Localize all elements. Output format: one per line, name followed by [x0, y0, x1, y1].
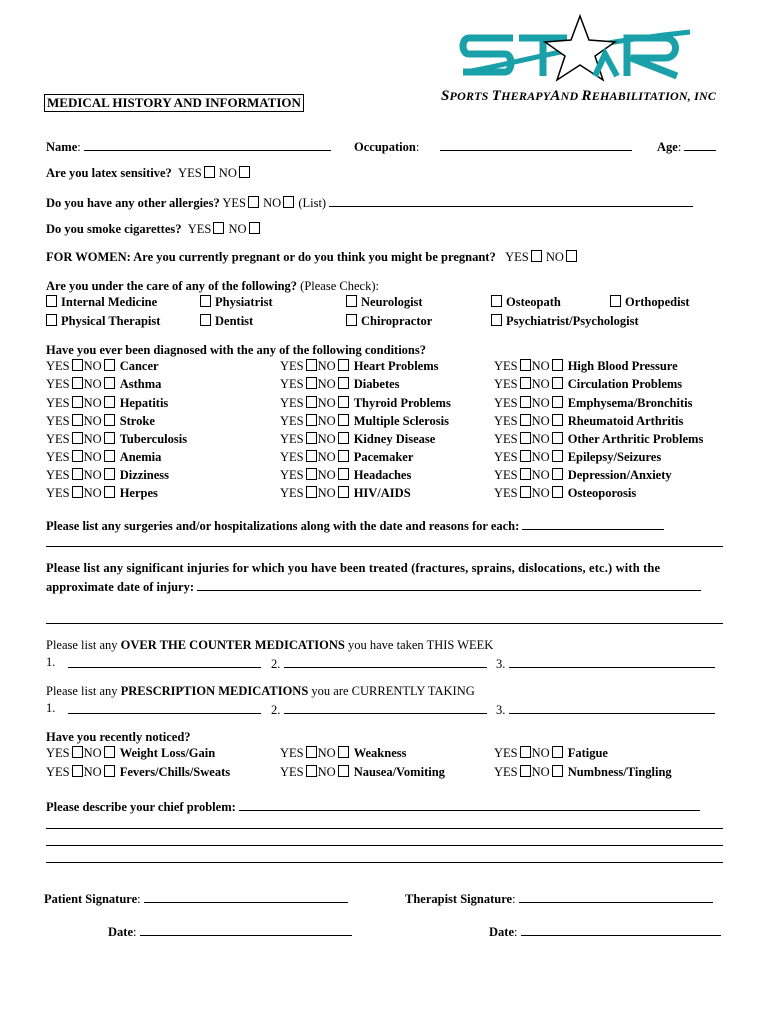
- heart-problems-no-checkbox[interactable]: [338, 359, 349, 371]
- care-physical-therapist-checkbox[interactable]: [46, 314, 57, 326]
- condition-row-pacemaker: YES NO Pacemaker: [280, 450, 414, 464]
- other-arthritic-problems-no-checkbox[interactable]: [552, 432, 563, 444]
- pregnant-yes-checkbox[interactable]: [531, 250, 542, 262]
- high-blood-pressure-no-checkbox[interactable]: [552, 359, 563, 371]
- condition-row-emphysema-bronchitis: YES NO Emphysema/Bronchitis: [494, 396, 693, 410]
- injuries-question-2: approximate date of injury:: [46, 580, 195, 594]
- pregnant-question: FOR WOMEN: Are you currently pregnant or do you think you might be pregnant?: [46, 250, 496, 264]
- age-field[interactable]: [684, 138, 716, 151]
- surgeries-field[interactable]: [522, 517, 664, 530]
- pacemaker-yes-checkbox[interactable]: [306, 450, 317, 462]
- otc-field-1[interactable]: [68, 655, 261, 668]
- latex-yes-checkbox[interactable]: [204, 166, 215, 178]
- care-hint: (Please Check):: [300, 279, 379, 293]
- diabetes-no-checkbox[interactable]: [338, 377, 349, 389]
- condition-label: HIV/AIDS: [353, 486, 411, 500]
- condition-row-fevers-chills-sweats: YES NO Fevers/Chills/Sweats: [46, 765, 231, 779]
- numbness-tingling-no-checkbox[interactable]: [552, 765, 563, 777]
- allergies-list-hint: (List): [298, 196, 327, 210]
- patient-signature-field[interactable]: [144, 890, 348, 903]
- fatigue-no-checkbox[interactable]: [552, 746, 563, 758]
- latex-question: Are you latex sensitive?: [46, 166, 172, 180]
- pregnant-no-checkbox[interactable]: [566, 250, 577, 262]
- star-logo: [455, 14, 700, 86]
- high-blood-pressure-yes-checkbox[interactable]: [520, 359, 531, 371]
- condition-row-multiple-sclerosis: YES NO Multiple Sclerosis: [280, 414, 449, 428]
- depression-anxiety-no-checkbox[interactable]: [552, 468, 563, 480]
- asthma-yes-checkbox[interactable]: [72, 377, 83, 389]
- anemia-no-checkbox[interactable]: [104, 450, 115, 462]
- condition-row-fatigue: YES NO Fatigue: [494, 746, 608, 760]
- chief-problem-line-3[interactable]: [46, 845, 723, 846]
- anemia-yes-checkbox[interactable]: [72, 450, 83, 462]
- herpes-no-checkbox[interactable]: [104, 486, 115, 498]
- smoke-question: Do you smoke cigarettes?: [46, 222, 182, 236]
- epilepsy-seizures-yes-checkbox[interactable]: [520, 450, 531, 462]
- conditions-question: Have you ever been diagnosed with the any of the following conditions?: [46, 343, 426, 357]
- care-orthopedist-checkbox[interactable]: [610, 295, 621, 307]
- otc-question: Please list any OVER THE COUNTER MEDICATIONS you have taken THIS WEEK: [46, 638, 494, 652]
- condition-label: Weight Loss/Gain: [119, 746, 216, 760]
- condition-row-asthma: YES NO Asthma: [46, 377, 162, 391]
- kidney-disease-yes-checkbox[interactable]: [306, 432, 317, 444]
- rx-field-1[interactable]: [68, 701, 261, 714]
- rx-field-3[interactable]: [509, 701, 715, 714]
- therapist-signature-field[interactable]: [519, 890, 713, 903]
- condition-label: Heart Problems: [353, 359, 439, 373]
- condition-label: Headaches: [353, 468, 412, 482]
- smoke-yes-checkbox[interactable]: [213, 222, 224, 234]
- care-osteopath-checkbox[interactable]: [491, 295, 502, 307]
- care-neurologist-checkbox[interactable]: [346, 295, 357, 307]
- injuries-field[interactable]: [197, 578, 701, 591]
- stroke-no-checkbox[interactable]: [104, 414, 115, 426]
- condition-row-hiv-aids: YES NO HIV/AIDS: [280, 486, 411, 500]
- condition-row-herpes: YES NO Herpes: [46, 486, 158, 500]
- condition-label: Nausea/Vomiting: [353, 765, 445, 779]
- hiv-aids-no-checkbox[interactable]: [338, 486, 349, 498]
- condition-label: Cancer: [119, 359, 159, 373]
- chief-problem-question: Please describe your chief problem:: [46, 800, 236, 814]
- allergies-yes-checkbox[interactable]: [248, 196, 259, 208]
- rheumatoid-arthritis-no-checkbox[interactable]: [552, 414, 563, 426]
- surgeries-line[interactable]: [46, 546, 723, 547]
- headaches-yes-checkbox[interactable]: [306, 468, 317, 480]
- condition-label: Stroke: [119, 414, 155, 428]
- thyroid-problems-no-checkbox[interactable]: [338, 396, 349, 408]
- care-chiropractor-checkbox[interactable]: [346, 314, 357, 326]
- rx-field-2[interactable]: [284, 701, 487, 714]
- condition-row-heart-problems: YES NO Heart Problems: [280, 359, 439, 373]
- dizziness-yes-checkbox[interactable]: [72, 468, 83, 480]
- age-label: Age: [657, 140, 678, 154]
- injuries-question: Please list any significant injuries for which you have been treated (fractures, sprains, dislocations, etc.) with the: [46, 561, 661, 575]
- weight-loss-gain-no-checkbox[interactable]: [104, 746, 115, 758]
- occupation-field[interactable]: [440, 138, 632, 151]
- condition-row-anemia: YES NO Anemia: [46, 450, 162, 464]
- condition-label: Fevers/Chills/Sweats: [119, 765, 231, 779]
- multiple-sclerosis-yes-checkbox[interactable]: [306, 414, 317, 426]
- allergies-field[interactable]: [329, 194, 693, 207]
- otc-field-2[interactable]: [284, 655, 487, 668]
- condition-label: Multiple Sclerosis: [353, 414, 449, 428]
- form-title: MEDICAL HISTORY AND INFORMATION: [44, 94, 304, 112]
- occupation-label: Occupation: [354, 140, 416, 154]
- tuberculosis-yes-checkbox[interactable]: [72, 432, 83, 444]
- otc-field-3[interactable]: [509, 655, 715, 668]
- condition-row-numbness-tingling: YES NO Numbness/Tingling: [494, 765, 672, 779]
- weakness-no-checkbox[interactable]: [338, 746, 349, 758]
- stroke-yes-checkbox[interactable]: [72, 414, 83, 426]
- surgeries-question: Please list any surgeries and/or hospitalizations along with the date and reasons for each:: [46, 519, 520, 533]
- patient-date-label: Date: [108, 925, 133, 939]
- multiple-sclerosis-no-checkbox[interactable]: [338, 414, 349, 426]
- condition-label: Herpes: [119, 486, 158, 500]
- smoke-no-checkbox[interactable]: [249, 222, 260, 234]
- condition-row-weight-loss-gain: YES NO Weight Loss/Gain: [46, 746, 216, 760]
- epilepsy-seizures-no-checkbox[interactable]: [552, 450, 563, 462]
- condition-row-high-blood-pressure: YES NO High Blood Pressure: [494, 359, 678, 373]
- care-dentist-checkbox[interactable]: [200, 314, 211, 326]
- care-physiatrist-checkbox[interactable]: [200, 295, 211, 307]
- condition-row-osteoporosis: YES NO Osteoporosis: [494, 486, 637, 500]
- thyroid-problems-yes-checkbox[interactable]: [306, 396, 317, 408]
- chief-problem-field[interactable]: [239, 798, 700, 811]
- patient-signature-label: Patient Signature: [44, 892, 138, 906]
- condition-label: Rheumatoid Arthritis: [567, 414, 684, 428]
- care-psychiatrist-checkbox[interactable]: [491, 314, 502, 326]
- condition-label: Weakness: [353, 746, 407, 760]
- condition-row-rheumatoid-arthritis: YES NO Rheumatoid Arthritis: [494, 414, 684, 428]
- numbness-tingling-yes-checkbox[interactable]: [520, 765, 531, 777]
- condition-label: Numbness/Tingling: [567, 765, 672, 779]
- diabetes-yes-checkbox[interactable]: [306, 377, 317, 389]
- nausea-vomiting-no-checkbox[interactable]: [338, 765, 349, 777]
- injuries-line[interactable]: [46, 623, 723, 624]
- emphysema-bronchitis-no-checkbox[interactable]: [552, 396, 563, 408]
- therapist-signature-label: Therapist Signature: [405, 892, 513, 906]
- cancer-no-checkbox[interactable]: [104, 359, 115, 371]
- condition-row-headaches: YES NO Headaches: [280, 468, 412, 482]
- condition-label: High Blood Pressure: [567, 359, 678, 373]
- therapist-date-field[interactable]: [521, 923, 721, 936]
- condition-label: Depression/Anxiety: [567, 468, 672, 482]
- condition-label: Dizziness: [119, 468, 169, 482]
- condition-label: Fatigue: [567, 746, 608, 760]
- condition-row-depression-anxiety: YES NO Depression/Anxiety: [494, 468, 672, 482]
- fatigue-yes-checkbox[interactable]: [520, 746, 531, 758]
- weight-loss-gain-yes-checkbox[interactable]: [72, 746, 83, 758]
- condition-row-circulation-problems: YES NO Circulation Problems: [494, 377, 683, 391]
- emphysema-bronchitis-yes-checkbox[interactable]: [520, 396, 531, 408]
- other-arthritic-problems-yes-checkbox[interactable]: [520, 432, 531, 444]
- herpes-yes-checkbox[interactable]: [72, 486, 83, 498]
- cancer-yes-checkbox[interactable]: [72, 359, 83, 371]
- condition-label: Emphysema/Bronchitis: [567, 396, 693, 410]
- chief-problem-line-2[interactable]: [46, 828, 723, 829]
- osteoporosis-no-checkbox[interactable]: [552, 486, 563, 498]
- chief-problem-line-4[interactable]: [46, 862, 723, 863]
- allergies-no-checkbox[interactable]: [283, 196, 294, 208]
- depression-anxiety-yes-checkbox[interactable]: [520, 468, 531, 480]
- condition-label: Anemia: [119, 450, 162, 464]
- therapist-date-label: Date: [489, 925, 514, 939]
- weakness-yes-checkbox[interactable]: [306, 746, 317, 758]
- condition-label: Circulation Problems: [567, 377, 683, 391]
- condition-row-cancer: YES NO Cancer: [46, 359, 159, 373]
- condition-label: Other Arthritic Problems: [567, 432, 704, 446]
- condition-row-nausea-vomiting: YES NO Nausea/Vomiting: [280, 765, 445, 779]
- name-label: Name: [46, 140, 78, 154]
- condition-row-diabetes: YES NO Diabetes: [280, 377, 400, 391]
- condition-label: Kidney Disease: [353, 432, 436, 446]
- allergies-question: Do you have any other allergies?: [46, 196, 220, 210]
- tuberculosis-no-checkbox[interactable]: [104, 432, 115, 444]
- name-field[interactable]: [84, 138, 331, 151]
- condition-label: Pacemaker: [353, 450, 414, 464]
- condition-label: Asthma: [119, 377, 162, 391]
- condition-row-thyroid-problems: YES NO Thyroid Problems: [280, 396, 451, 410]
- condition-label: Thyroid Problems: [353, 396, 451, 410]
- condition-label: Epilepsy/Seizures: [567, 450, 662, 464]
- condition-row-kidney-disease: YES NO Kidney Disease: [280, 432, 436, 446]
- noticed-question: Have you recently noticed?: [46, 730, 191, 744]
- condition-row-other-arthritic-problems: YES NO Other Arthritic Problems: [494, 432, 704, 446]
- kidney-disease-no-checkbox[interactable]: [338, 432, 349, 444]
- condition-row-tuberculosis: YES NO Tuberculosis: [46, 432, 188, 446]
- care-internal-medicine-checkbox[interactable]: [46, 295, 57, 307]
- condition-label: Diabetes: [353, 377, 400, 391]
- patient-date-field[interactable]: [140, 923, 352, 936]
- condition-row-stroke: YES NO Stroke: [46, 414, 155, 428]
- company-tagline: SPORTS THERAPYAND REHABILITATION, INC: [441, 88, 717, 104]
- hiv-aids-yes-checkbox[interactable]: [306, 486, 317, 498]
- condition-label: Tuberculosis: [119, 432, 188, 446]
- circulation-problems-yes-checkbox[interactable]: [520, 377, 531, 389]
- condition-row-dizziness: YES NO Dizziness: [46, 468, 169, 482]
- fevers-chills-sweats-no-checkbox[interactable]: [104, 765, 115, 777]
- fevers-chills-sweats-yes-checkbox[interactable]: [72, 765, 83, 777]
- rx-question: Please list any PRESCRIPTION MEDICATIONS you are CURRENTLY TAKING: [46, 684, 475, 698]
- hepatitis-no-checkbox[interactable]: [104, 396, 115, 408]
- circulation-problems-no-checkbox[interactable]: [552, 377, 563, 389]
- pacemaker-no-checkbox[interactable]: [338, 450, 349, 462]
- headaches-no-checkbox[interactable]: [338, 468, 349, 480]
- condition-row-epilepsy-seizures: YES NO Epilepsy/Seizures: [494, 450, 662, 464]
- dizziness-no-checkbox[interactable]: [104, 468, 115, 480]
- condition-row-hepatitis: YES NO Hepatitis: [46, 396, 169, 410]
- care-question: Are you under the care of any of the following?: [46, 279, 298, 293]
- heart-problems-yes-checkbox[interactable]: [306, 359, 317, 371]
- hepatitis-yes-checkbox[interactable]: [72, 396, 83, 408]
- latex-no-checkbox[interactable]: [239, 166, 250, 178]
- condition-label: Hepatitis: [119, 396, 169, 410]
- nausea-vomiting-yes-checkbox[interactable]: [306, 765, 317, 777]
- osteoporosis-yes-checkbox[interactable]: [520, 486, 531, 498]
- condition-label: Osteoporosis: [567, 486, 637, 500]
- rheumatoid-arthritis-yes-checkbox[interactable]: [520, 414, 531, 426]
- asthma-no-checkbox[interactable]: [104, 377, 115, 389]
- condition-row-weakness: YES NO Weakness: [280, 746, 407, 760]
